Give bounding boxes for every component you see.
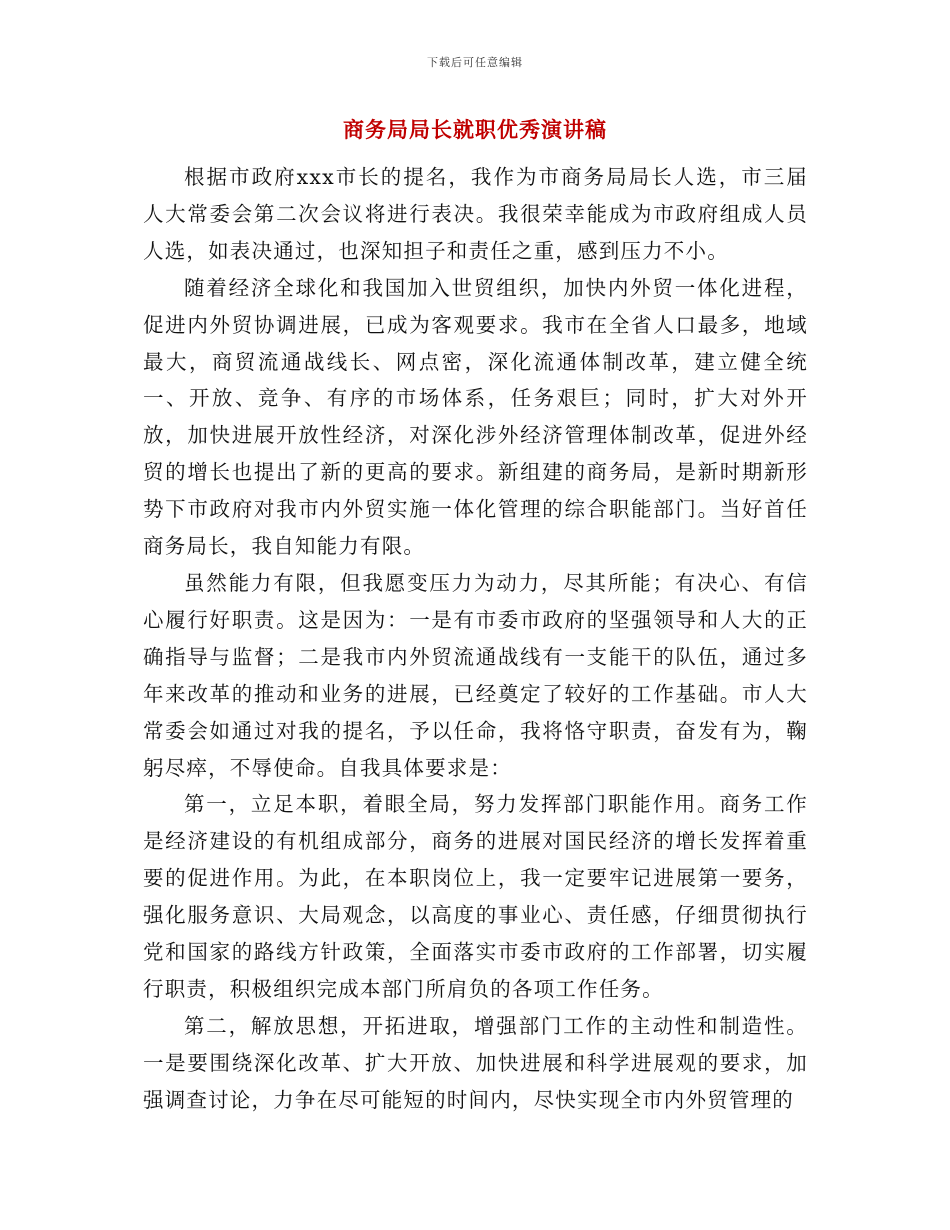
document-title: 商务局局长就职优秀演讲稿 (343, 117, 607, 142)
paragraph-3: 虽然能力有限，但我愿变压力为动力，尽其所能；有决心、有信心履行好职责。这是因为：一是有市委市政府的坚强领导和人大的正确指导与监督；二是我市内外贸流通战线有一支能干的队伍，通过多年来改革的推动和业务的进展，已经奠定了较好的工作基础。市人大常委会如通过对我的提名，予以任命，我将恪守职责，奋发有为，鞠躬尽瘁，不辱使命。自我具体要求是： (143, 570, 808, 780)
paragraph-1: 根据市政府xxx市长的提名，我作为市商务局局长人选，市三届人大常委会第二次会议将进行表决。我很荣幸能成为市政府组成人员人选，如表决通过，也深知担子和责任之重，感到压力不小。 (143, 165, 808, 263)
header-note: 下载后可任意编辑 (427, 56, 523, 69)
paragraph-4: 第一，立足本职，着眼全局，努力发挥部门职能作用。商务工作是经济建设的有机组成部分，商务的进展对国民经济的增长发挥着重要的促进作用。为此，在本职岗位上，我一定要牢记进展第一要务，强化服务意识、大局观念，以高度的事业心、责任感，仔细贯彻执行党和国家的路线方针政策，全面落实市委市政府的工作部署，切实履行职责，积极组织完成本部门所肩负的各项工作任务。 (143, 792, 808, 1001)
paragraph-5: 第二，解放思想，开拓进取，增强部门工作的主动性和制造性。一是要围绕深化改革、扩大开放、加快进展和科学进展观的要求，加强调查讨论，力争在尽可能短的时间内，尽快实现全市内外贸管理的 (143, 1013, 808, 1112)
paragraph-2: 随着经济全球化和我国加入世贸组织，加快内外贸一体化进程，促进内外贸协调进展，已成为客观要求。我市在全省人口最多，地域最大，商贸流通战线长、网点密，深化流通体制改革，建立健全统一、开放、竞争、有序的市场体系，任务艰巨；同时，扩大对外开放，加快进展开放性经济，对深化涉外经济管理体制改革，促进外经贸的增长也提出了新的更高的要求。新组建的商务局，是新时期新形势下市政府对我市内外贸实施一体化管理的综合职能部门。当好首任商务局长，我自知能力有限。 (143, 275, 808, 559)
document-body (143, 159, 808, 1119)
